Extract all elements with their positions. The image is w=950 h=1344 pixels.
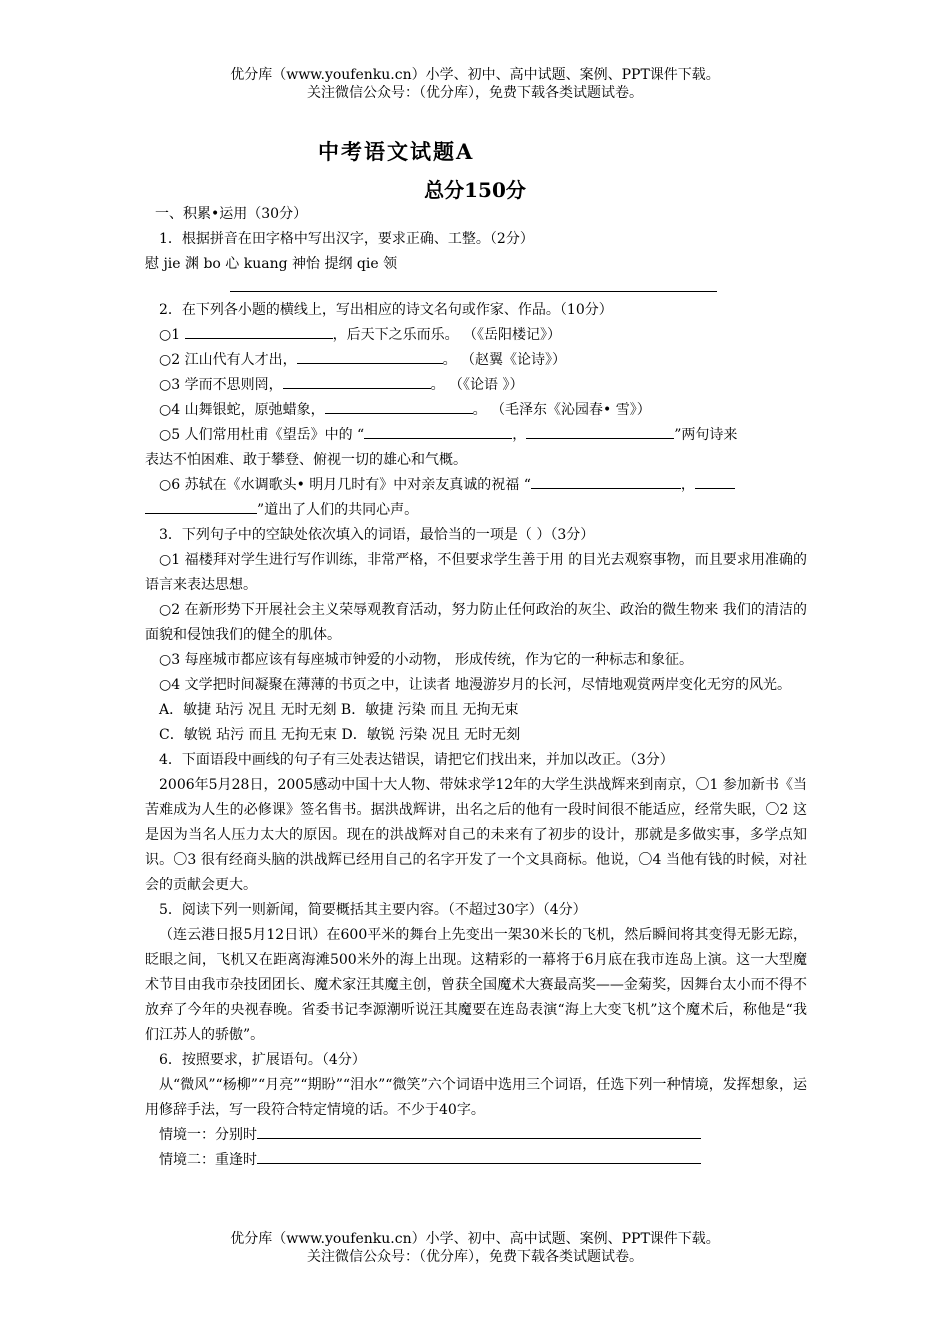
q2-blank-6a[interactable] [531, 474, 681, 489]
q4-passage: 2006年5月28日，2005感动中国十大人物、带妹求学12年的大学生洪战辉来到南京，〇1 参加新书《当苦难成为人生的必修课》签名售书。据洪战辉讲，出名之后的他有一段时间很不能适应，经常失眠，〇2 这是因为当名人压力太大的原因。现在的洪战辉对自己的未来有了初步的设计，那就是多做实事，多学点知识。〇3 很有经商头脑的洪战辉已经用自己的名字开发了一个文具商标。他说，〇4 当他有钱的时候，对社会的贡献会更大。 [145, 777, 807, 893]
header-line-1: 优分库（www.youfenku.cn）小学、初中、高中试题、案例、PPT课件下载。 [230, 67, 720, 83]
q3-sentence-1: ○1 福楼拜对学生进行写作训练，非常严格，不但要求学生善于用 的目光去观察事物，而且要求用准确的语言来表达思想。 [145, 552, 807, 593]
q5-news-text: （连云港日报5月12日讯）在600平米的舞台上先变出一架30米长的飞机，然后瞬间将其变得无影无踪，眨眼之间，飞机又在距离海滩500米外的海上出现。这精彩的一幕将于6月底在我市连岛上演。这一大型魔术节目由我市杂技团团长、魔术家汪其魔主创，曾获全国魔术大赛最高奖——金菊奖，因舞台太小而不得不放弃了今年的央视春晚。省委书记李源潮听说汪其魔要在连岛表演“海上大变飞机”这个魔术后，称他是“我们江苏人的骄傲”。 [145, 927, 807, 1043]
q2-item-1: ○1 ，后天下之乐而乐。 （《岳阳楼记》） [145, 323, 807, 348]
q1-answer-line[interactable] [230, 277, 717, 292]
q2-item-5: ○5 人们常用杜甫《望岳》中的 “ ， ”两句诗来 [145, 423, 807, 448]
q2-stem: 2．在下列各小题的横线上，写出相应的诗文名句或作家、作品。（10分） [159, 302, 613, 318]
q2-blank-3[interactable] [283, 374, 431, 389]
q2-blank-6c[interactable] [145, 499, 257, 514]
q2-blank-2[interactable] [297, 349, 443, 364]
exam-content [145, 202, 807, 1173]
q3-options-cd: C．敏锐 玷污 而且 无拘无束 D．敏锐 污染 况且 无时无刻 [159, 727, 521, 743]
q3-options-ab: A．敏捷 玷污 况且 无时无刻 B．敏捷 污染 而且 无拘无束 [159, 702, 519, 718]
page-subtitle: 总分150分 [424, 178, 526, 202]
q3-sentence-3: ○3 每座城市都应该有每座城市钟爱的小动物， 形成传统，作为它的一种标志和象征。 [159, 652, 694, 668]
q2-blank-1[interactable] [185, 324, 333, 339]
page-header [0, 66, 950, 102]
q6-stem: 6．按照要求，扩展语句。（4分） [159, 1052, 366, 1068]
q2-item-4: ○4 山舞银蛇，原弛蜡象， 。 （毛泽东《沁园春• 雪》） [145, 398, 807, 423]
q6-answer-line-1[interactable] [257, 1124, 701, 1139]
q2-item-5-cont: 表达不怕困难、敢于攀登、俯视一切的雄心和气概。 [145, 452, 467, 468]
section-heading: 一、积累•运用（30分） [155, 206, 308, 222]
q1-stem: 1．根据拼音在田字格中写出汉字，要求正确、工整。（2分） [159, 231, 534, 247]
q2-item-6: ○6 苏轼在《水调歌头• 明月几时有》中对亲友真诚的祝福 “ ， [145, 473, 807, 498]
q5-stem: 5．阅读下列一则新闻，简要概括其主要内容。（不超过30字）（4分） [159, 902, 587, 918]
q6-answer-line-2[interactable] [257, 1149, 701, 1164]
q1-pinyin: 慰 jie 渊 bo 心 kuang 神怡 提纲 qie 领 [145, 256, 398, 272]
q2-item-3: ○3 学而不思则罔， 。 （《论语 》） [145, 373, 807, 398]
page-title: 中考语文试题A [318, 139, 475, 164]
q2-item-2: ○2 江山代有人才出， 。 （赵翼《论诗》） [145, 348, 807, 373]
q2-blank-6b[interactable] [695, 474, 735, 489]
q3-stem: 3．下列句子中的空缺处依次填入的词语，最恰当的一项是（ ）（3分） [159, 527, 595, 543]
q4-stem: 4．下面语段中画线的句子有三处表达错误，请把它们找出来，并加以改正。（3分） [159, 752, 674, 768]
q3-sentence-2: ○2 在新形势下开展社会主义荣辱观教育活动，努力防止任何政治的灰尘、政治的微生物来 我们的清洁的面貌和侵蚀我们的健全的肌体。 [145, 602, 807, 643]
q6-context-1: 情境一：分别时 [145, 1123, 807, 1148]
header-line-2: 关注微信公众号：（优分库），免费下载各类试题试卷。 [307, 85, 643, 101]
q3-sentence-4: ○4 文学把时间凝聚在薄薄的书页之中，让读者 地漫游岁月的长河，尽情地观赏两岸变化无穷的风光。 [159, 677, 792, 693]
footer-line-1: 优分库（www.youfenku.cn）小学、初中、高中试题、案例、PPT课件下载。 [230, 1231, 720, 1247]
q2-item-6-cont: ”道出了人们的共同心声。 [145, 498, 807, 523]
q2-blank-4[interactable] [325, 399, 473, 414]
q2-blank-5b[interactable] [526, 424, 674, 439]
footer-line-2: 关注微信公众号：（优分库），免费下载各类试题试卷。 [307, 1249, 643, 1265]
page-footer [0, 1230, 950, 1266]
q2-blank-5a[interactable] [364, 424, 512, 439]
q6-context-2: 情境二：重逢时 [145, 1148, 807, 1173]
q6-instructions: 从“微风”“杨柳”“月亮”“期盼”“泪水”“微笑”六个词语中选用三个词语，任选下列一种情境，发挥想象，运用修辞手法，写一段符合特定情境的话。不少于40字。 [145, 1077, 807, 1118]
